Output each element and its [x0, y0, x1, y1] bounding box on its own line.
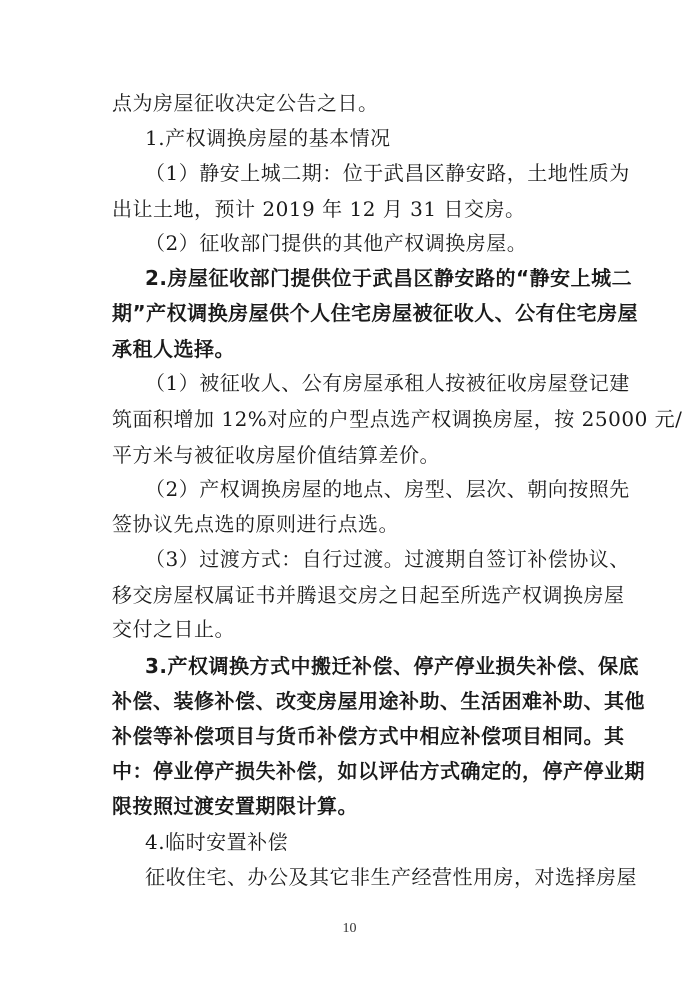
- text-line: 筑面积增加 12%对应的户型点选产权调换房屋，按 25000 元/: [112, 407, 683, 431]
- bold-text-line: 限按照过渡安置期限计算。: [112, 794, 358, 818]
- text-line: 移交房屋权属证书并腾退交房之日起至所选产权调换房屋: [112, 583, 625, 607]
- text-line: 点为房屋征收决定公告之日。: [112, 91, 379, 115]
- text-line: 签协议先点选的原则进行点选。: [112, 512, 399, 536]
- text-line: 4.临时安置补偿: [145, 830, 289, 854]
- text-line: （3）过渡方式：自行过渡。过渡期自签订补偿协议、: [145, 547, 630, 571]
- text-line: 交付之日止。: [112, 617, 235, 641]
- text-line: 平方米与被征收房屋价值结算差价。: [112, 443, 440, 467]
- text-line: （2）征收部门提供的其他产权调换房屋。: [145, 231, 528, 255]
- page-number: 10: [342, 921, 357, 936]
- bold-text-line: 补偿、装修补偿、改变房屋用途补助、生活困难补助、其他: [112, 689, 645, 713]
- bold-text-line: 3.产权调换方式中搬迁补偿、停产停业损失补偿、保底: [145, 654, 640, 678]
- text-line: （1）静安上城二期：位于武昌区静安路，土地性质为: [145, 161, 630, 185]
- bold-text-line: 中：停业停产损失补偿，如以评估方式确定的，停产停业期: [112, 759, 645, 783]
- bold-text-line: 期”产权调换房屋供个人住宅房屋被征收人、公有住宅房屋: [112, 301, 639, 325]
- text-line: 1.产权调换房屋的基本情况: [145, 126, 391, 150]
- text-line: （1）被征收人、公有房屋承租人按被征收房屋登记建: [145, 371, 630, 395]
- bold-text-line: 补偿等补偿项目与货币补偿方式中相应补偿项目相同。其: [112, 724, 625, 748]
- text-line: 征收住宅、办公及其它非生产经营性用房，对选择房屋: [145, 865, 637, 889]
- bold-text-line: 承租人选择。: [112, 337, 235, 361]
- text-line: 出让土地，预计 2019 年 12 月 31 日交房。: [112, 197, 526, 221]
- text-line: （2）产权调换房屋的地点、房型、层次、朝向按照先: [145, 477, 630, 501]
- bold-text-line: 2.房屋征收部门提供位于武昌区静安路的“静安上城二: [145, 266, 633, 290]
